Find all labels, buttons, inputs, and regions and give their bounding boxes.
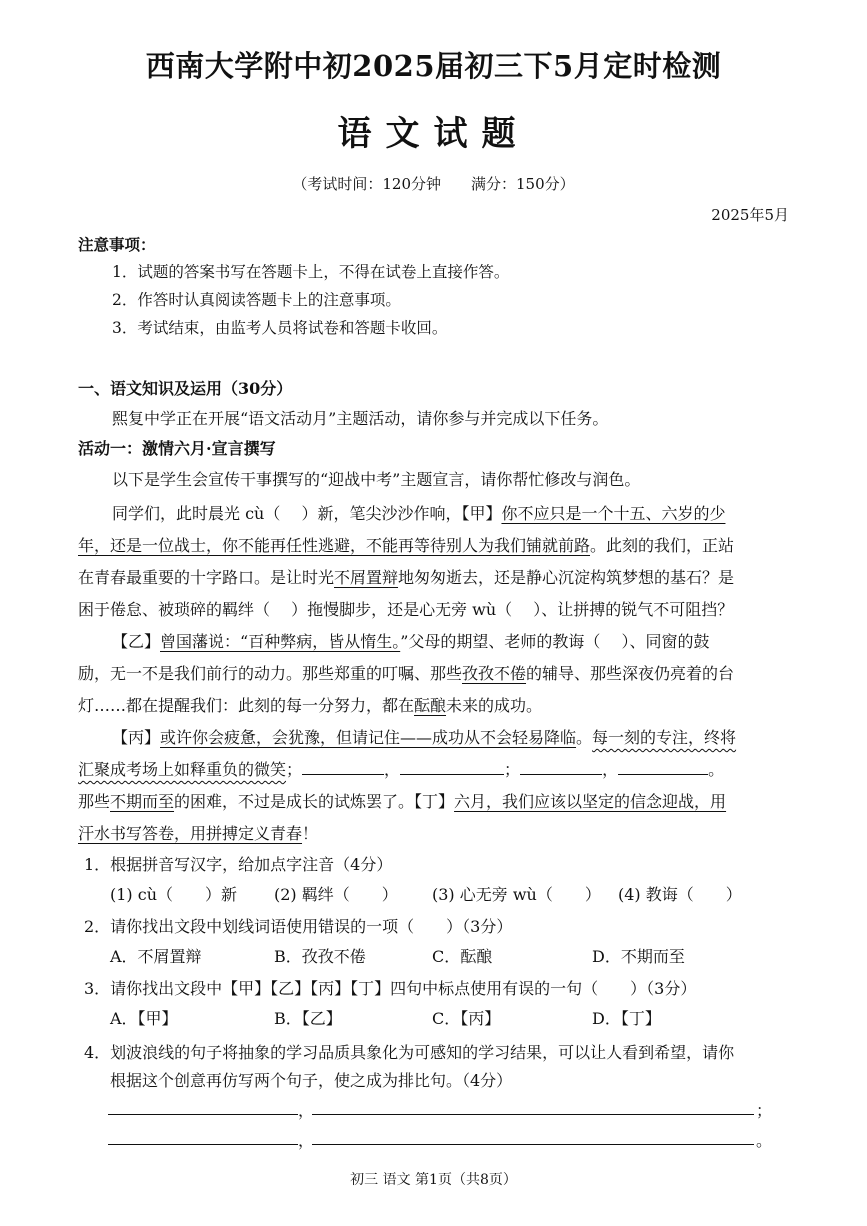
passage-line xyxy=(78,757,724,780)
passage-text: 的辅导、那些深夜仍亮着的台 xyxy=(526,664,735,683)
passage-text: 同学们，此时晨光 cù（ ）新，笔尖沙沙作响，【甲】 xyxy=(112,504,502,523)
exam-meta: （考试时间：120分钟 满分：150分） xyxy=(292,175,575,193)
passage-text: 【丙】 xyxy=(112,728,161,747)
q1-item: (3) 心无旁 wù（ ） xyxy=(432,885,601,904)
underlined-sentence-jia: 你不应只是一个十五、六岁的少 xyxy=(501,504,726,523)
passage-line xyxy=(112,501,725,524)
punctuation: ， xyxy=(602,760,619,779)
punctuation: ， xyxy=(298,1131,315,1150)
passage-text: 灯……都在提醒我们：此刻的每一分努力，都在 xyxy=(78,696,415,715)
question-4: 4．划波浪线的句子将抽象的学习品质具象化为可感知的学习结果，可以让人看到希望，请你 xyxy=(84,1043,735,1062)
underlined-sentence-jia-cont: 年，还是一位战士，你不能再任性逃避，不能再等待别人为我们铺就前路 xyxy=(78,536,591,555)
underlined-word: 酝酿 xyxy=(414,696,447,715)
q3-option-b[interactable]: B．【乙】 xyxy=(274,1009,342,1028)
wavy-sentence-cont: 汇聚成考场上如释重负的微笑 xyxy=(78,760,287,779)
answer-line[interactable] xyxy=(312,1114,754,1115)
notice-item: 1．试题的答案书写在答题卡上，不得在试卷上直接作答。 xyxy=(112,263,510,281)
passage-line xyxy=(78,565,734,588)
activity-task: 以下是学生会宣传干事撰写的“迎战中考”主题宣言，请你帮忙修改与润色。 xyxy=(112,470,641,489)
section-heading: 一、语文知识及运用（30分） xyxy=(78,379,293,398)
passage-line xyxy=(78,661,734,684)
notice-item: 2．作答时认真阅读答题卡上的注意事项。 xyxy=(112,291,401,309)
q1-item: (2) 羁绊（ ） xyxy=(274,885,398,904)
activity-heading: 活动一：激情六月·宣言撰写 xyxy=(78,439,276,458)
underlined-sentence-bing: 或许你会疲惫，会犹豫，但请记住——成功从不会轻易降临 xyxy=(160,728,577,747)
q2-option-c[interactable]: C．酝酿 xyxy=(432,947,493,966)
exam-date: 2025年5月 xyxy=(711,206,789,224)
section-intro: 熙复中学正在开展“语文活动月”主题活动，请你参与并完成以下任务。 xyxy=(112,409,609,428)
punctuation: ， xyxy=(384,760,401,779)
underlined-word: 不期而至 xyxy=(110,792,175,811)
answer-blank[interactable] xyxy=(618,760,708,775)
page-footer: 初三 语文 第1页（共8页） xyxy=(350,1172,517,1188)
notice-heading: 注意事项： xyxy=(78,235,156,254)
answer-line[interactable] xyxy=(108,1144,298,1145)
underlined-word: 不屑置辩 xyxy=(334,568,399,587)
q2-option-a[interactable]: A．不屑置辩 xyxy=(110,947,202,966)
q3-option-c[interactable]: C．【丙】 xyxy=(432,1009,501,1028)
passage-text: 未来的成功。 xyxy=(446,696,543,715)
passage-text: 。 xyxy=(576,728,593,747)
q2-option-d[interactable]: D．不期而至 xyxy=(592,947,685,966)
underlined-sentence-ding-cont: 汗水书写答卷，用拼搏定义青春 xyxy=(78,824,303,843)
passage-line xyxy=(112,629,709,652)
q1-item: (1) cù（ ）新 xyxy=(110,885,238,904)
answer-line[interactable] xyxy=(108,1114,298,1115)
answer-blank[interactable] xyxy=(520,760,602,775)
question-1: 1．根据拼音写汉字，给加点字注音（4分） xyxy=(84,855,393,874)
passage-line xyxy=(78,789,726,812)
passage-line: 困于倦怠、被琐碎的羁绊（ ）拖慢脚步，还是心无旁 wù（ ）、让拼搏的锐气不可阻挡？ xyxy=(78,600,734,619)
question-4-cont: 根据这个创意再仿写两个句子，使之成为排比句。（4分） xyxy=(110,1071,513,1090)
question-3: 3．请你找出文段中【甲】【乙】【丙】【丁】四句中标点使用有误的一句（ ）（3分） xyxy=(84,979,697,998)
subject-title: 语文试题 xyxy=(337,114,530,154)
passage-text: 在青春最重要的十字路口。是让时光 xyxy=(78,568,335,587)
passage-text: 那些 xyxy=(78,792,111,811)
passage-text: ”父母的期望、老师的教诲（ ）、同窗的鼓 xyxy=(400,632,710,651)
passage-line xyxy=(78,693,542,716)
passage-text: 地匆匆逝去，还是静心沉淀构筑梦想的基石？是 xyxy=(398,568,735,587)
q1-item: (4) 教诲（ ） xyxy=(618,885,742,904)
exam-title: 西南大学附中初2025届初三下5月定时检测 xyxy=(145,49,722,83)
passage-text: 。此刻的我们，正站 xyxy=(590,536,735,555)
underlined-word: 孜孜不倦 xyxy=(462,664,527,683)
answer-line[interactable] xyxy=(312,1144,754,1145)
punctuation: 。 xyxy=(756,1131,773,1150)
answer-blank[interactable] xyxy=(302,760,384,775)
wavy-sentence: 每一刻的专注，终将 xyxy=(592,728,737,747)
answer-blank[interactable] xyxy=(400,760,504,775)
passage-line xyxy=(78,821,318,844)
passage-line xyxy=(78,533,734,556)
punctuation: 。 xyxy=(708,760,725,779)
underlined-sentence-ding: 六月，我们应该以坚定的信念迎战，用 xyxy=(454,792,727,811)
punctuation: ； xyxy=(756,1101,773,1120)
notice-item: 3．考试结束，由监考人员将试卷和答题卡收回。 xyxy=(112,319,448,337)
punctuation: ！ xyxy=(302,824,319,843)
question-2: 2．请你找出文段中划线词语使用错误的一项（ ）（3分） xyxy=(84,917,513,936)
q3-option-a[interactable]: A．【甲】 xyxy=(110,1009,178,1028)
q3-option-d[interactable]: D．【丁】 xyxy=(592,1009,661,1028)
passage-text: 【乙】 xyxy=(112,632,161,651)
punctuation: ， xyxy=(298,1101,315,1120)
punctuation: ； xyxy=(286,760,303,779)
passage-line xyxy=(112,725,736,748)
passage-text: 励，无一不是我们前行的动力。那些郑重的叮嘱、那些 xyxy=(78,664,463,683)
underlined-sentence-yi: 曾国藩说：“百种弊病，皆从惰生。 xyxy=(160,632,401,651)
punctuation: ； xyxy=(504,760,521,779)
q2-option-b[interactable]: B．孜孜不倦 xyxy=(274,947,366,966)
passage-text: 的困难，不过是成长的试炼罢了。【丁】 xyxy=(174,792,455,811)
